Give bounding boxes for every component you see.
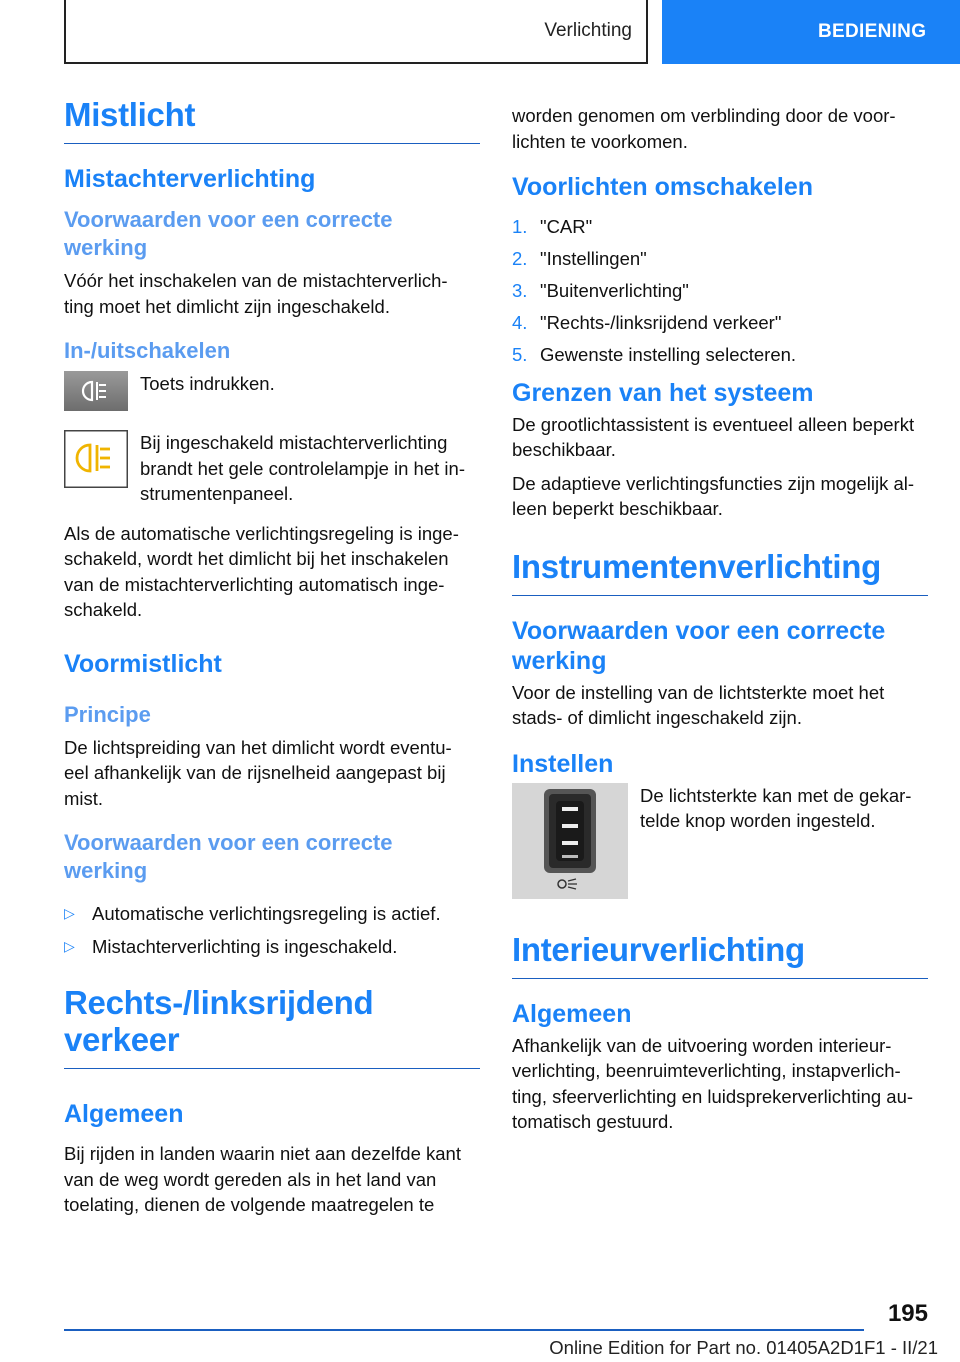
left-column [64, 96, 480, 1226]
header-section [64, 0, 648, 64]
triangle-bullet-icon: ▷ [64, 937, 75, 954]
heading-instellen: Instellen [512, 749, 614, 778]
bullet-text: Mistachterverlichting is ingeschakeld. [92, 935, 398, 957]
heading-interieurverlichting: Interieurverlichting [512, 931, 928, 979]
heading-mistlicht: Mistlicht [64, 96, 480, 144]
footer-divider [64, 1329, 864, 1331]
heading-algemeen-interieur: Algemeen [512, 999, 632, 1028]
paragraph-principe: De lichtspreiding van het dimlicht wordt eventu- eel afhankelijk van de rijsnelheid aangepast bij mist. [64, 736, 452, 809]
icon1-text: Toets indrukken. [140, 373, 275, 394]
paragraph-voorwaarden-instrument: Voor de instelling van de lichtsterkte moet het stads- of dimlicht ingeschakeld zijn. [512, 681, 885, 728]
icon-row-button [64, 371, 480, 416]
paragraph-instellen: De lichtsterkte kan met de gekar- telde knop worden ingesteld. [640, 784, 912, 831]
steps-list [512, 214, 928, 368]
fog-light-button-icon [64, 371, 128, 416]
footer-edition: Online Edition for Part no. 01405A2D1F1 - II/21 [549, 1337, 938, 1358]
header-chapter [662, 0, 960, 64]
fog-light-indicator-icon [64, 430, 128, 493]
paragraph-algemeen-interieur: Afhankelijk van de uitvoering worden interieur- verlichting, beenruimteverlichting, instapverlich- ting, sfeerverlichting en luidsprekerverlichting au- tomatisch gestuurd. [512, 1034, 914, 1132]
icon-row-indicator [64, 430, 480, 507]
triangle-bullet-icon: ▷ [64, 905, 75, 921]
heading-mistachterverlichting: Mistachterverlichting [64, 165, 316, 193]
list-item: 4. "Rechts-/linksrijdend verkeer" [512, 312, 782, 333]
heading-algemeen: Algemeen [64, 1100, 184, 1128]
heading-principe: Principe [64, 701, 151, 727]
dimmer-row [512, 783, 928, 899]
bullet-text: Automatische verlichtingsregeling is actief. [92, 903, 441, 924]
paragraph-continued: worden genomen om verblinding door de voor- lichten te voorkomen. [512, 105, 896, 152]
heading-voorwaarden-instrument: Voorwaarden voor een correcte werking [512, 616, 886, 675]
list-item [64, 901, 480, 927]
heading-in-uitschakelen: In-/uitschakelen [64, 338, 231, 363]
icon2-text: Bij ingeschakeld mistachterverlichting brandt het gele controlelampje in het in- strumentenpaneel. [140, 432, 465, 504]
list-item: 1. "CAR" [512, 216, 593, 237]
header-section-title: Verlichting [544, 20, 632, 41]
page-number: 195 [887, 1300, 928, 1327]
heading-voorlichten-omschakelen: Voorlichten omschakelen [512, 173, 814, 201]
dimmer-knob-image [512, 783, 628, 899]
paragraph-grenzen-2: De adaptieve verlichtingsfuncties zijn mogelijk al- leen beperkt beschikbaar. [512, 472, 915, 519]
list-item: 2. "Instellingen" [512, 248, 647, 269]
heading-voorwaarden-2: Voorwaarden voor een correcte werking [64, 830, 393, 883]
paragraph-voorwaarden: Vóór het inschakelen van de mistachterverlich- ting moet het dimlicht zijn ingeschakeld. [64, 270, 448, 317]
paragraph-auto: Als de automatische verlichtingsregeling is inge- schakeld, wordt het dimlicht bij het inschakelen van de mistachterverlichting automatisch inge- schakeld. [64, 522, 459, 620]
heading-rechts-linksrijdend: Rechts-/linksrijdend verkeer [64, 984, 480, 1069]
heading-voormistlicht: Voormistlicht [64, 649, 222, 678]
heading-instrumentenverlichting: Instrumentenverlichting [512, 548, 928, 596]
heading-voorwaarden: Voorwaarden voor een correcte werking [64, 207, 393, 260]
list-item: 3. "Buitenverlichting" [512, 280, 689, 301]
list-item [64, 934, 480, 960]
right-column [512, 103, 928, 1143]
paragraph-algemeen: Bij rijden in landen waarin niet aan dezelfde kant van de weg wordt gereden als in het land van toelating, dienen de volgende maatregelen te [64, 1143, 461, 1215]
header-chapter-title: BEDIENING [818, 21, 927, 42]
paragraph-grenzen-1: De grootlichtassistent is eventueel alleen beperkt beschikbaar. [512, 413, 915, 460]
list-item: 5. Gewenste instelling selecteren. [512, 344, 797, 365]
heading-grenzen: Grenzen van het systeem [512, 378, 814, 407]
